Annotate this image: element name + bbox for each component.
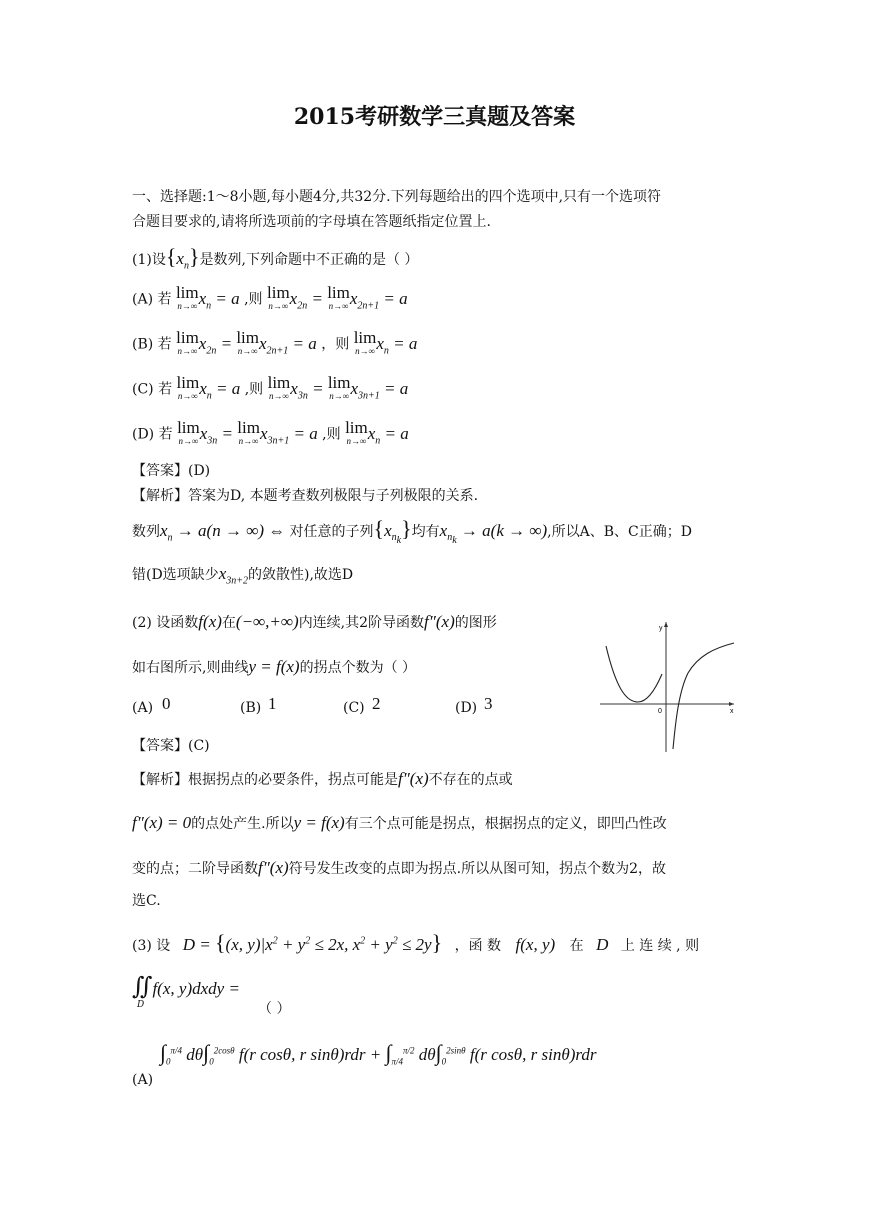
curve-left: [606, 646, 662, 702]
q2-option-c-value: 2: [372, 694, 381, 713]
q1-analysis: 【解析】答案为D, 本题考查数列极限与子列极限的关系.: [132, 488, 479, 504]
q1-answer: 【答案】(D): [132, 463, 211, 479]
q1-option-b: (B) 若 lim n→∞ $x_{2n} = \lim$ n→∞ $x_{2n+1} = a$ ，则 lim n→∞ $x_n = a$: [132, 328, 418, 356]
q1-sequence-formula: $\{x_n\}$: [165, 244, 200, 272]
q2-analysis-line-3: 变的点；二阶导函数f″(x)符号发生改变的点即为拐点.所以从图可知，拐点个数为2，故: [132, 858, 667, 877]
q3-stem: (3) 设 D = {(x, $y)|x^2 + y^2 \le 2x$, $x^2 + y^2 \le 2y$} ，函 数 f(x, y) 在 D 上 连 续 , 则: [132, 930, 700, 955]
page-title: 2015考研数学三真题及答案: [293, 104, 576, 130]
y-axis-label: y: [659, 625, 663, 632]
q1-stem: (1)设$\{x_n\}$是数列,下列命题中不正确的是（ ）: [132, 244, 419, 272]
q1-option-a: (A) 若 lim n→∞ $x_n = a$ ,则 lim n→∞ $x_{2n} = \lim$ n→∞ $x_{2n+1} = a$: [132, 283, 408, 311]
q2-stem: (2) 设函数f(x)在(−∞,+∞)内连续,其2阶导函数f″(x)的图形: [132, 612, 497, 631]
q2-second-derivative-graph: [596, 618, 742, 754]
q2-option-a-value: 0: [162, 694, 171, 713]
q1-explanation-line-2: 错(D选项缺少$x_{3n+2}$的敛散性),故选D: [132, 564, 354, 587]
q2-option-c-label: (C): [343, 700, 365, 716]
q1-explanation-line-1: 数列$x_n \to a(n$ → ∞) ⇔ 对任意的子列$\{x_{n_k}\}$均有$x_{n_k} \to a(k$ → ∞),所以A、B、C正确；D: [132, 516, 692, 547]
q2-analysis-line-4: 选C.: [132, 893, 161, 909]
q2-analysis-line-1: 【解析】根据拐点的必要条件，拐点可能是f″(x)不存在的点或: [132, 769, 513, 788]
q2-option-d-label: (D): [455, 700, 478, 716]
q2-option-d-value: 3: [484, 694, 493, 713]
intro-line-1: 一、选择题:1～8小题,每小题4分,共32分.下列每题给出的四个选项中,只有一个选项符: [132, 189, 662, 205]
origin-label: 0: [658, 708, 662, 715]
q1-option-c: (C) 若 lim n→∞ $x_n = a$ ,则 lim n→∞ $x_{3n} = \lim$ n→∞ $x_{3n+1} = a$: [132, 373, 409, 401]
curve-right: [673, 643, 734, 749]
y-axis-arrow: [664, 622, 668, 627]
x-axis-arrow: [729, 702, 734, 706]
q2-analysis-line-2: f″(x) = 0的点处产生.所以y = f(x)有三个点可能是拐点，根据拐点的定义，即凹凸性改: [132, 813, 667, 832]
q3-double-integral: ∬f(x, y)dxdy =: [132, 974, 240, 1000]
intro-line-2: 合题目要求的,请将所选项前的字母填在答题纸指定位置上.: [132, 214, 491, 230]
q2-option-b-value: 1: [268, 694, 277, 713]
q1-option-d: (D) 若 lim n→∞ $x_{3n} = \lim$ n→∞ $x_{3n+1} = a$ ,则 lim n→∞ $x_n = a$: [132, 418, 409, 446]
q3-option-a-formula: $\int_0^{\pi/4}$ $d\theta\int_0^{2cos\theta}$ f(r cosθ, r $\sin\theta)rdr + \int_{\pi/4}^{\pi/2}$ $d\theta\int_0^{2sin\theta}$ f(r cosθ, r sinθ)rdr: [160, 1040, 597, 1067]
q2-options: (A): [132, 700, 154, 716]
q3-blank: （ ）: [258, 1001, 291, 1017]
q2-option-b-label: (B): [240, 700, 262, 716]
x-axis-label: x: [730, 708, 734, 715]
q2-answer: 【答案】(C): [132, 738, 210, 754]
q2-stem-line-2: 如右图所示,则曲线y = f(x)的拐点个数为（ ）: [132, 657, 417, 676]
q3-option-a-label: (A): [132, 1072, 154, 1088]
q3-region-subscript: D: [137, 1000, 145, 1010]
